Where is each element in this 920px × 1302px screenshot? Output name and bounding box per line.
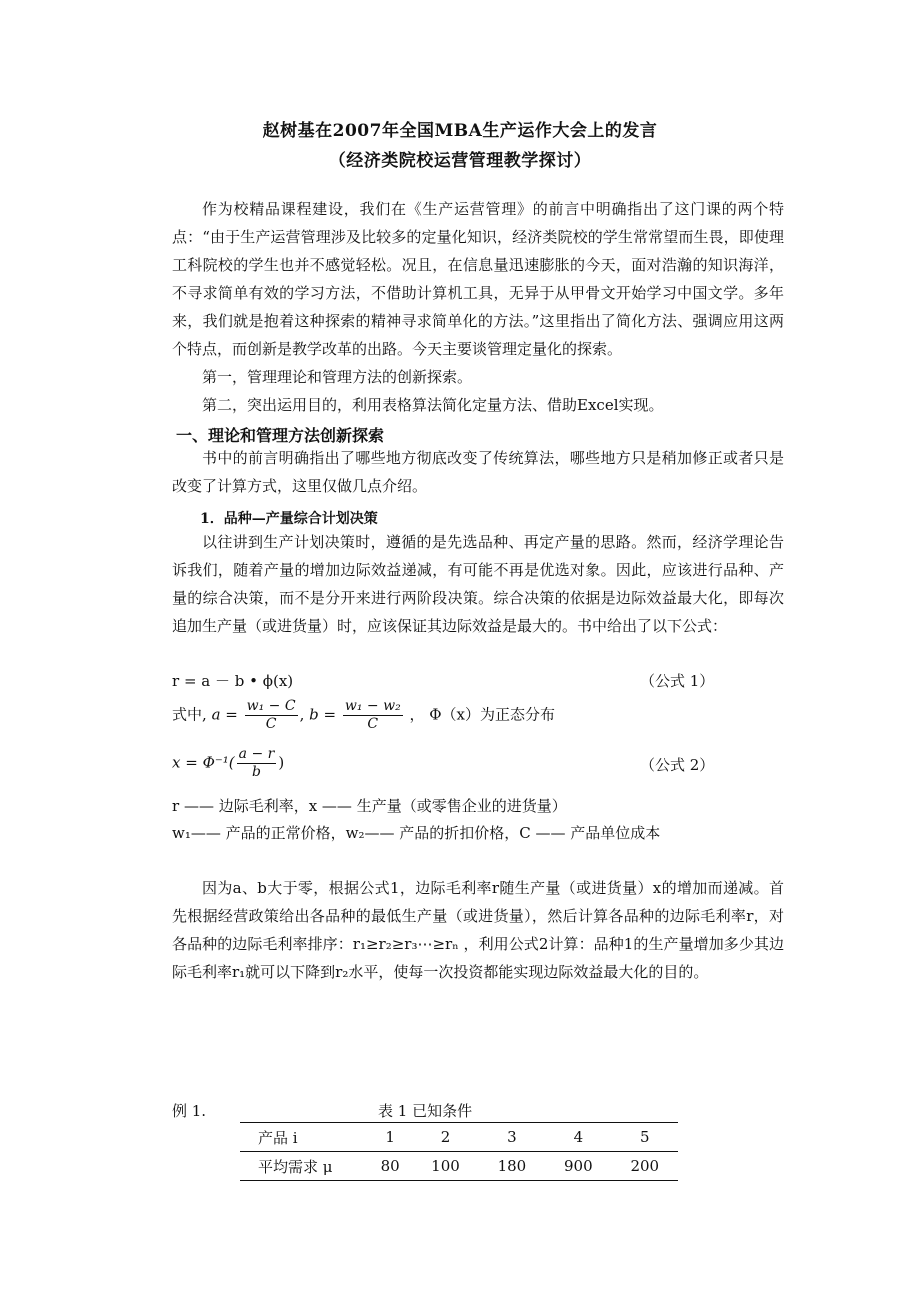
b-lhs: b = — [309, 705, 337, 724]
a-lhs: a = — [211, 705, 238, 724]
b-denominator: C — [367, 716, 379, 732]
section1-block-3 — [172, 874, 784, 986]
intro-paragraph-3: 第二，突出运用目的，利用表格算法简化定量方法、借助Excel实现。 — [202, 396, 664, 414]
section1-paragraph-2: 以往讲到生产计划决策时，遵循的是先选品种、再定产量的思路。然而，经济学理论告诉我们，随着产量的增加边际效益递减，有可能不再是优选对象。因此，应该进行品种、产量的综合决策，而不是分开来进行两阶段决策。综合决策的依据是边际效益最大化，即每次追加生产量（或进货量）时，应该保证其边际效益是最大的。书中给出了以下公式： — [172, 533, 784, 635]
intro-paragraph-1: 作为校精品课程建设，我们在《生产运营管理》的前言中明确指出了这门课的两个特点：“由于生产运营管理涉及比较多的定量化知识，经济类院校的学生常常望而生畏，即使理工科院校的学生也并不感觉轻松。况且，在信息量迅速膨胀的今天，面对浩瀚的知识海洋，不寻求简单有效的学习方法，不借助计算机工具，无异于从甲骨文开始学习中国文学。多年来，我们就是抱着这种探索的精神寻求简单化的方法。”这里指出了简化方法、强调应用这两个特点，而创新是教学改革的出路。今天主要谈管理定量化的探索。 — [172, 200, 784, 358]
table-cell: 平均需求 μ — [240, 1152, 368, 1181]
formula-2-tag: （公式 2） — [640, 756, 715, 774]
document-title: 赵树基在2007年全国MBA生产运作大会上的发言 — [262, 121, 658, 141]
table-header-cell: 2 — [412, 1123, 478, 1152]
b-fraction — [343, 698, 403, 733]
section1-block-2 — [172, 528, 784, 640]
f2-lhs: x = Φ⁻¹( — [172, 753, 235, 772]
intro-block — [172, 195, 784, 419]
table-cell: 100 — [412, 1152, 478, 1181]
table-cell: 900 — [545, 1152, 611, 1181]
table-cell: 80 — [368, 1152, 412, 1181]
definition-line-2: w₁—— 产品的正常价格，w₂—— 产品的折扣价格，C —— 产品单位成本 — [172, 824, 661, 842]
section1-paragraph-3: 因为a、b大于零，根据公式1，边际毛利率r随生产量（或进货量）x的增加而递减。首先根据经营政策给出各品种的最低生产量（或进货量），然后计算各品种的边际毛利率r，对各品种的边际毛利率排序：r₁≥r₂≥r₃⋯≥rₙ ，利用公式2计算：品种1的生产量增加多少其边际毛利率r₁就可以下降到r₂水平，使每一次投资都能实现边际效益最大化的目的。 — [172, 879, 784, 981]
a-fraction — [245, 698, 298, 733]
table-header-cell: 4 — [545, 1123, 611, 1152]
table-header-cell: 5 — [612, 1123, 678, 1152]
f2-denominator: b — [252, 764, 261, 780]
table-header-cell: 1 — [368, 1123, 412, 1152]
table-row — [240, 1152, 678, 1181]
table-cell: 200 — [612, 1152, 678, 1181]
section-heading-1: 一、理论和管理方法创新探索 — [176, 426, 385, 445]
example-label: 例 1. — [172, 1102, 207, 1120]
a-numerator: w₁ − C — [246, 698, 296, 714]
intro-paragraph-2: 第一，管理理论和管理方法的创新探索。 — [202, 368, 473, 386]
f2-numerator: a − r — [238, 746, 275, 762]
table-caption: 表 1 已知条件 — [378, 1102, 473, 1120]
formula-1: r = a － b • ϕ(x) — [172, 672, 294, 690]
table-header-cell: 3 — [479, 1123, 545, 1152]
formula-2 — [172, 746, 284, 781]
table-cell: 180 — [479, 1152, 545, 1181]
where-suffix: ， Φ（x）为正态分布 — [409, 705, 555, 724]
document-subtitle: （经济类院校运营管理教学探讨） — [328, 151, 592, 171]
table-header-cell: 产品 i — [240, 1123, 368, 1152]
conditions-table — [240, 1122, 678, 1181]
formula-where-line: 式中, a = $\frac{\text{w₁ − C}}{C}$ , b = $\frac{\text{w₁ − w₂}}{C}$ ， Φ（x）为正态分布 — [172, 698, 555, 732]
subsection-heading-1: 1．品种—产量综合计划决策 — [200, 511, 378, 527]
a-denominator: C — [265, 716, 277, 732]
table-header-row — [240, 1123, 678, 1152]
where-prefix: 式中, — [172, 705, 207, 724]
f2-rhs: ) — [278, 753, 285, 772]
definition-line-1: r —— 边际毛利率，x —— 生产量（或零售企业的进货量） — [172, 797, 567, 815]
formula-1-tag: （公式 1） — [640, 672, 715, 690]
b-numerator: w₁ − w₂ — [344, 698, 401, 714]
section1-paragraph-1: 书中的前言明确指出了哪些地方彻底改变了传统算法，哪些地方只是稍加修正或者只是改变了计算方式，这里仅做几点介绍。 — [172, 449, 784, 495]
f2-fraction — [237, 746, 277, 781]
section1-block — [172, 444, 784, 500]
